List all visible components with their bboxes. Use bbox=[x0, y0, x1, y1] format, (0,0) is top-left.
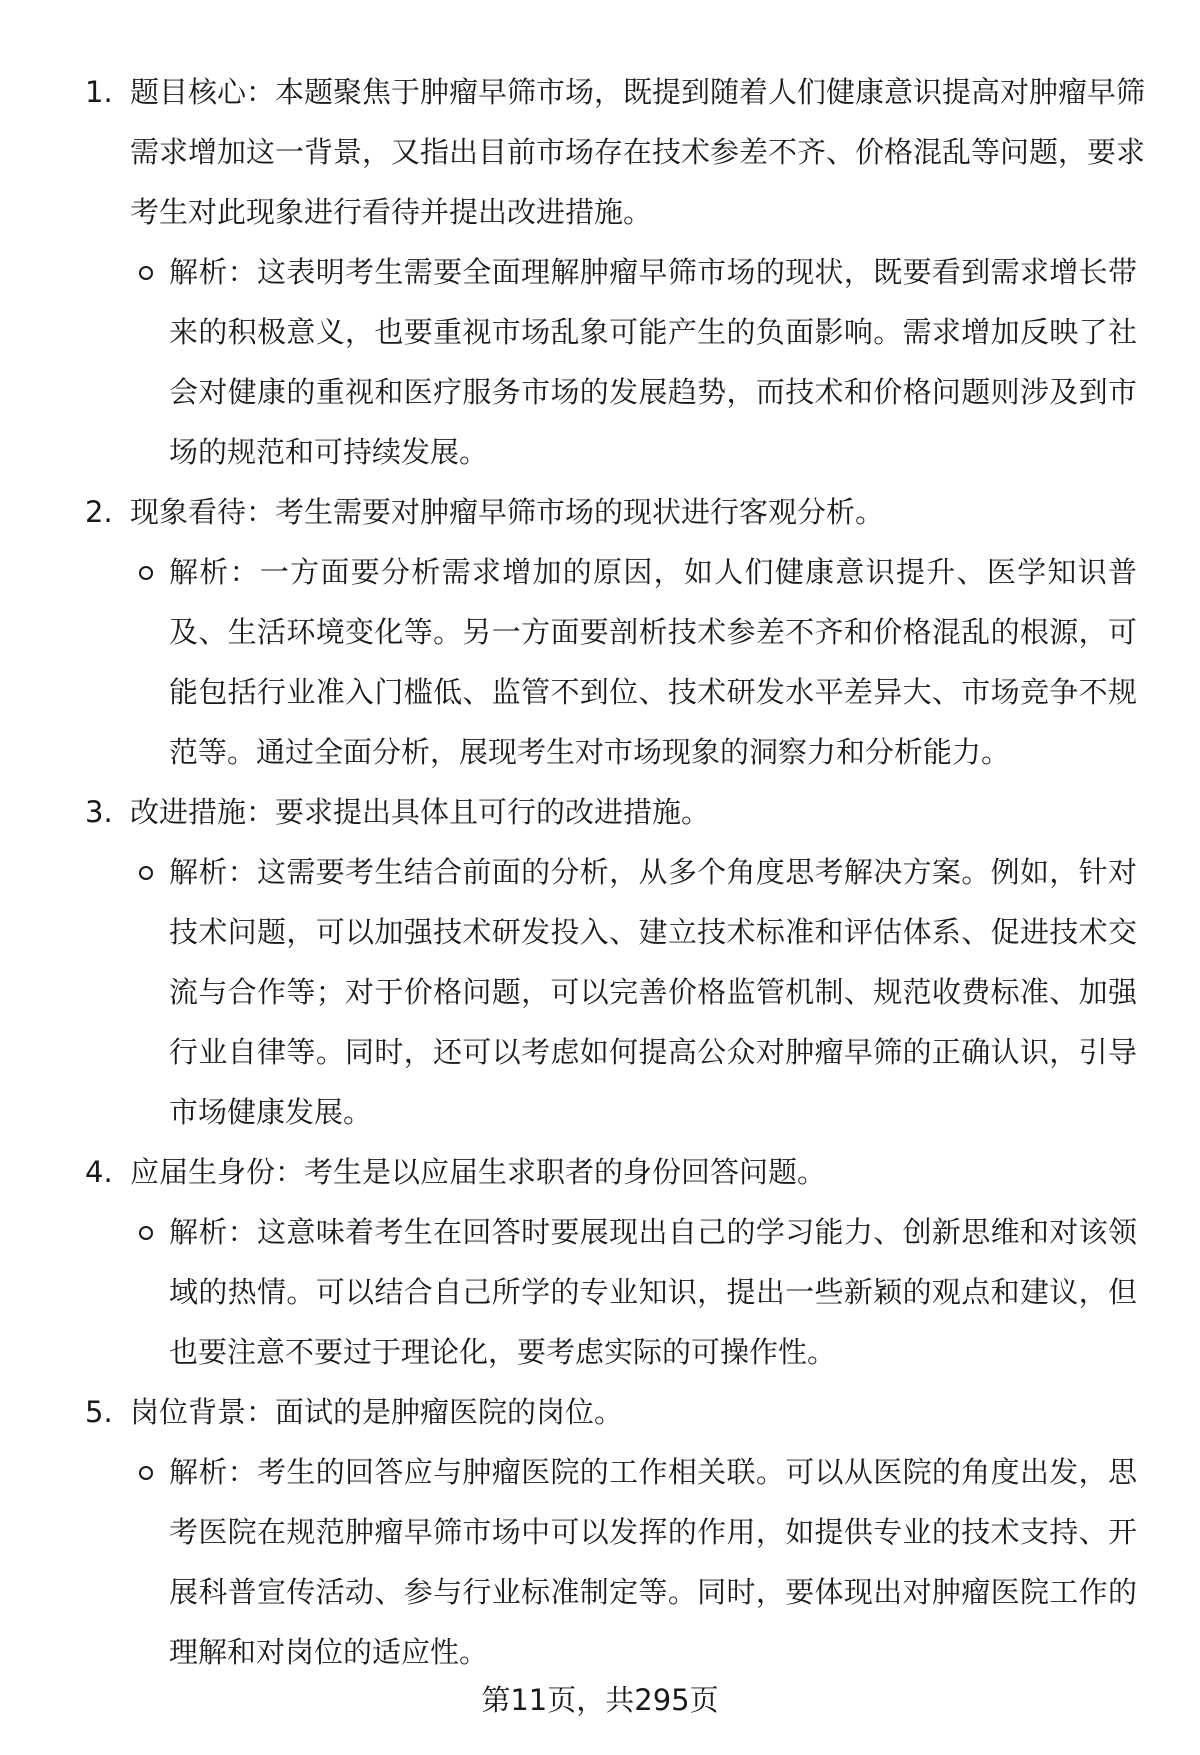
item-text: 应届生身份：考生是以应届生求职者的身份回答问题。 bbox=[130, 1155, 827, 1189]
item-number: 4. bbox=[85, 1155, 113, 1189]
circle-bullet-icon bbox=[133, 1202, 169, 1262]
sub-item-text: 解析：这表明考生需要全面理解肿瘤早筛市场的现状，既要看到需求增长带来的积极意义，也要重视市场乱象可能产生的负面影响。需求增加反映了社会对健康的重视和医疗服务市场的发展趋势，而技术和价格问题则涉及到市场的规范和可持续发展。 bbox=[169, 255, 1137, 469]
item-number: 3. bbox=[85, 795, 113, 829]
circle-bullet-icon bbox=[133, 242, 169, 302]
item-text: 岗位背景：面试的是肿瘤医院的岗位。 bbox=[130, 1395, 624, 1429]
item-text: 改进措施：要求提出具体且可行的改进措施。 bbox=[130, 795, 711, 829]
list-item bbox=[85, 1382, 1145, 1682]
sub-item-text: 解析：一方面要分析需求增加的原因，如人们健康意识提升、医学知识普及、生活环境变化等。另一方面要剖析技术参差不齐和价格混乱的根源，可能包括行业准入门槛低、监管不到位、技术研发水平差异大、市场竞争不规范等。通过全面分析，展现考生对市场现象的洞察力和分析能力。 bbox=[169, 555, 1137, 769]
sub-item bbox=[133, 1442, 1145, 1682]
item-text: 现象看待：考生需要对肿瘤早筛市场的现状进行客观分析。 bbox=[130, 495, 885, 529]
list-item bbox=[85, 62, 1145, 482]
page-number-footer: 第11页，共295页 bbox=[481, 1683, 719, 1717]
item-text: 题目核心：本题聚焦于肿瘤早筛市场，既提到随着人们健康意识提高对肿瘤早筛需求增加这一背景，又指出目前市场存在技术参差不齐、价格混乱等问题，要求考生对此现象进行看待并提出改进措施。 bbox=[130, 75, 1146, 229]
list-item bbox=[85, 482, 1145, 782]
item-number: 2. bbox=[85, 495, 113, 529]
circle-bullet-icon bbox=[133, 542, 169, 602]
sub-item-text: 解析：考生的回答应与肿瘤医院的工作相关联。可以从医院的角度出发，思考医院在规范肿瘤早筛市场中可以发挥的作用，如提供专业的技术支持、开展科普宣传活动、参与行业标准制定等。同时，要体现出对肿瘤医院工作的理解和对岗位的适应性。 bbox=[169, 1455, 1137, 1669]
sub-item-text: 解析：这需要考生结合前面的分析，从多个角度思考解决方案。例如，针对技术问题，可以加强技术研发投入、建立技术标准和评估体系、促进技术交流与合作等；对于价格问题，可以完善价格监管机制、规范收费标准、加强行业自律等。同时，还可以考虑如何提高公众对肿瘤早筛的正确认识，引导市场健康发展。 bbox=[169, 855, 1137, 1129]
sub-item bbox=[133, 242, 1145, 482]
item-number: 5. bbox=[85, 1395, 113, 1429]
list-item bbox=[85, 1142, 1145, 1382]
sub-item bbox=[133, 842, 1145, 1142]
list-item bbox=[85, 782, 1145, 1142]
item-number: 1. bbox=[85, 75, 113, 109]
sub-item bbox=[133, 1202, 1145, 1382]
numbered-list bbox=[85, 62, 1145, 1682]
sub-item bbox=[133, 542, 1145, 782]
sub-item-text: 解析：这意味着考生在回答时要展现出自己的学习能力、创新思维和对该领域的热情。可以结合自己所学的专业知识，提出一些新颖的观点和建议，但也要注意不要过于理论化，要考虑实际的可操作性。 bbox=[169, 1215, 1137, 1369]
circle-bullet-icon bbox=[133, 842, 169, 902]
circle-bullet-icon bbox=[133, 1442, 169, 1502]
